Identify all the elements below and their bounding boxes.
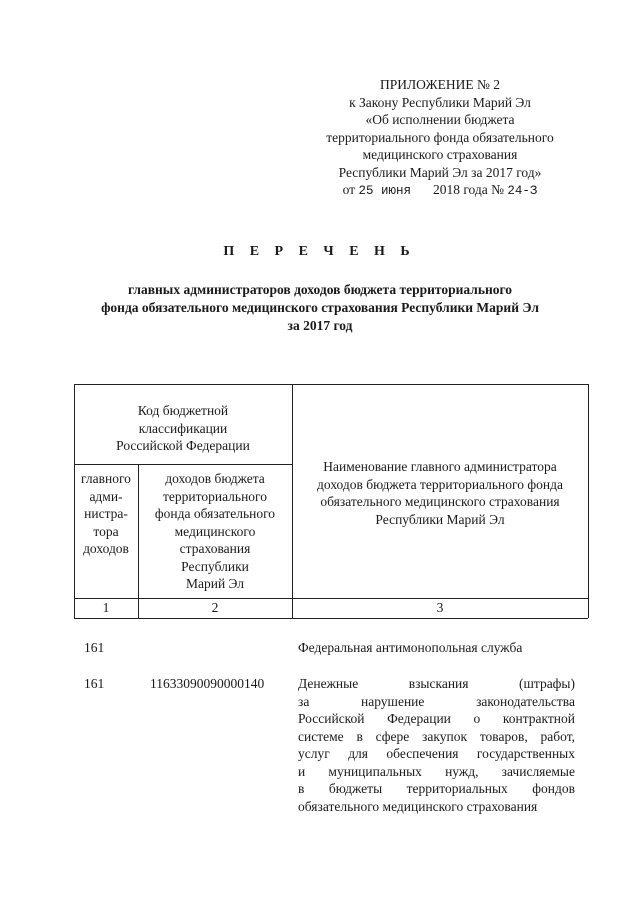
appendix-title: ПРИЛОЖЕНИЕ № 2 — [379, 77, 501, 92]
header-table — [74, 384, 588, 619]
description-line: в бюджеты территориальных фондов — [298, 781, 575, 796]
header-text: обязательного медицинского страхования — [320, 494, 560, 509]
row-admin-code: 161 — [84, 676, 105, 691]
col-number-1: 1 — [102, 600, 110, 615]
table-group-divider — [74, 464, 292, 465]
row-income-code: 11633090090000140 — [150, 676, 265, 691]
date-prefix: от — [342, 182, 356, 197]
appendix-block — [300, 76, 580, 201]
appendix-line: медицинского страхования — [362, 147, 518, 162]
col1-header-cell — [74, 470, 138, 558]
header-text: доходов бюджета — [165, 471, 265, 486]
appendix-line: к Закону Республики Марий Эл — [349, 94, 531, 110]
header-text: нистра- — [84, 506, 128, 521]
document-heading: П Е Р Е Ч Е Н Ь — [223, 244, 416, 259]
document-subtitle — [60, 281, 580, 335]
date-year: 2018 года № — [432, 182, 505, 197]
header-text: Республики Марий Эл — [375, 511, 505, 527]
header-text: фонда обязательного — [154, 506, 276, 521]
description-line: услуг для обеспечения государственных — [298, 746, 575, 761]
row-admin-code: 161 — [84, 640, 105, 655]
header-text: страхования — [179, 541, 251, 556]
table-border-top — [74, 384, 588, 385]
header-text: главного — [81, 471, 131, 486]
group-header-cell — [74, 402, 292, 455]
description-line: Российской Федерации о контрактной — [298, 711, 575, 726]
header-text: Российской Федерации — [116, 438, 250, 453]
col-number-3: 3 — [436, 600, 444, 615]
subtitle-line: фонда обязательного медицинского страхования Республики Марий Эл — [101, 300, 539, 315]
header-text: Код бюджетной — [137, 403, 229, 418]
date-day-month: 25 июня — [358, 184, 411, 198]
header-text: доходов бюджета территориального фонда — [317, 476, 563, 492]
appendix-line: Республики Марий Эл за 2017 год» — [338, 164, 542, 180]
description-line: за нарушение законодательства — [298, 693, 575, 709]
col2-header-cell — [138, 470, 292, 593]
header-text: Республики — [181, 558, 249, 574]
header-text: Наименование главного администратора — [323, 459, 557, 474]
description-line: Денежные взыскания (штрафы) — [298, 676, 575, 691]
header-text: доходов — [83, 541, 129, 556]
law-number: 24-З — [507, 184, 538, 198]
row-admin-name: Федеральная антимонопольная служба — [298, 640, 523, 655]
table-border-bottom — [74, 618, 588, 619]
description-line: и муниципальных нужд, зачисляемые — [298, 763, 575, 779]
col3-header-cell — [292, 458, 588, 528]
header-text: адми- — [89, 488, 123, 504]
col-number-2: 2 — [211, 600, 219, 615]
appendix-line: «Об исполнении бюджета — [365, 112, 515, 127]
row-income-description — [298, 675, 575, 815]
appendix-date-line — [300, 181, 580, 201]
header-text: медицинского — [174, 523, 256, 539]
subtitle-line: главных администраторов доходов бюджета территориального — [127, 282, 513, 297]
subtitle-line: за 2017 год — [287, 318, 353, 333]
description-line: обязательного медицинского страхования — [298, 798, 538, 814]
header-text: классификации — [138, 420, 228, 436]
header-text: территориального — [163, 488, 267, 504]
appendix-line: территориального фонда обязательного — [326, 129, 554, 145]
description-line: системе в сфере закупок товаров, работ, — [298, 728, 575, 744]
header-text: тора — [93, 523, 119, 539]
table-border-right — [588, 384, 589, 618]
header-text: Марий Эл — [185, 576, 245, 591]
